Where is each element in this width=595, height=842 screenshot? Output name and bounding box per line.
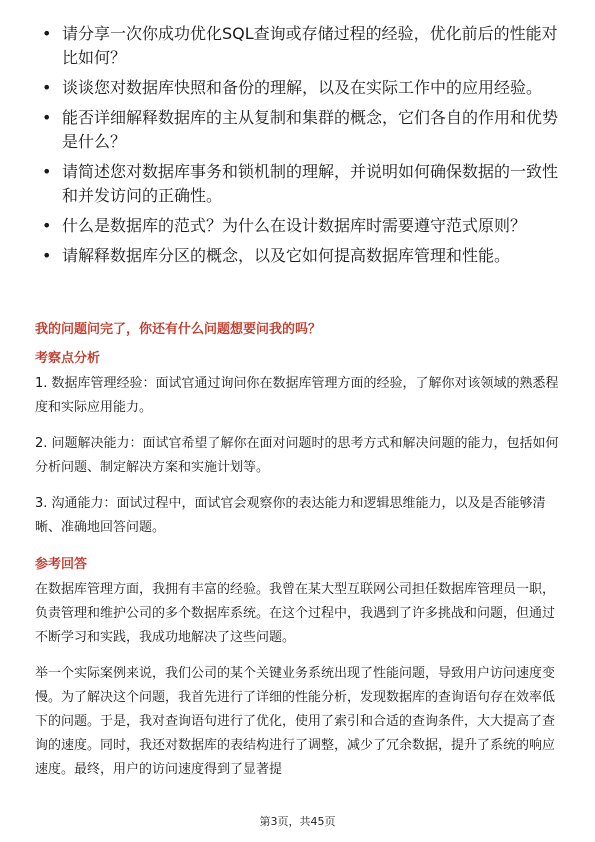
- list-item: [40, 244, 560, 268]
- list-item: [40, 160, 560, 208]
- analysis-point: 2. 问题解决能力：面试官希望了解你在面对问题时的思考方式和解决问题的能力，包括如何分析问题、制定解决方案和实施计划等。: [35, 436, 559, 475]
- list-item: [40, 106, 560, 154]
- question-text: 谈谈您对数据库快照和备份的理解，以及在实际工作中的应用经验。: [62, 78, 543, 97]
- bullet-icon: •: [42, 108, 52, 127]
- analysis-heading: 考察点分析: [35, 351, 101, 366]
- reference-paragraph: 举一个实际案例来说，我们公司的某个关键业务系统出现了性能问题，导致用户访问速度变慢。为了解决这个问题，我首先进行了详细的性能分析，发现数据库的查询语句存在效率低下的问题。于是，我对查询语句进行了优化，使用了索引和合适的查询条件，大大提高了查询的速度。同时，我还对数据库的表结构进行了调整，减少了冗余数据，提升了系统的响应速度。最终，用户的访问速度得到了显著提: [35, 666, 556, 777]
- question-text: 请解释数据库分区的概念，以及它如何提高数据库管理和性能。: [62, 246, 511, 265]
- question-text: 能否详细解释数据库的主从复制和集群的概念，它们各自的作用和优势是什么？: [62, 108, 559, 151]
- bullet-icon: •: [42, 216, 52, 235]
- bullet-icon: •: [42, 24, 52, 43]
- question-text: 请分享一次你成功优化SQL查询或存储过程的经验，优化前后的性能对比如何？: [62, 24, 558, 67]
- question-text: 请简述您对数据库事务和锁机制的理解，并说明如何确保数据的一致性和并发访问的正确性。: [62, 162, 559, 205]
- reference-heading: 参考回答: [35, 557, 88, 572]
- reference-paragraph: 在数据库管理方面，我拥有丰富的经验。我曾在某大型互联网公司担任数据库管理员一职，负责管理和维护公司的多个数据库系统。在这个过程中，我遇到了许多挑战和问题，但通过不断学习和实践，我成功地解决了这些问题。: [35, 582, 556, 645]
- analysis-point: 1. 数据库管理经验：面试官通过询问你在数据库管理方面的经验，了解你对该领域的熟悉程度和实际应用能力。: [35, 376, 559, 415]
- analysis-point: 3. 沟通能力：面试过程中，面试官会观察你的表达能力和逻辑思维能力，以及是否能够清晰、准确地回答问题。: [35, 496, 546, 535]
- bullet-icon: •: [42, 78, 52, 97]
- list-item: [40, 22, 560, 70]
- list-item: [40, 76, 560, 100]
- page-number: 第3页，共45页: [259, 815, 336, 828]
- list-item: [40, 214, 560, 238]
- closing-question-heading: 我的问题问完了，你还有什么问题想要问我的吗？: [35, 322, 322, 337]
- question-list: [40, 22, 560, 274]
- bullet-icon: •: [42, 246, 52, 265]
- bullet-icon: •: [42, 162, 52, 181]
- question-text: 什么是数据库的范式？为什么在设计数据库时需要遵守范式原则？: [62, 216, 527, 235]
